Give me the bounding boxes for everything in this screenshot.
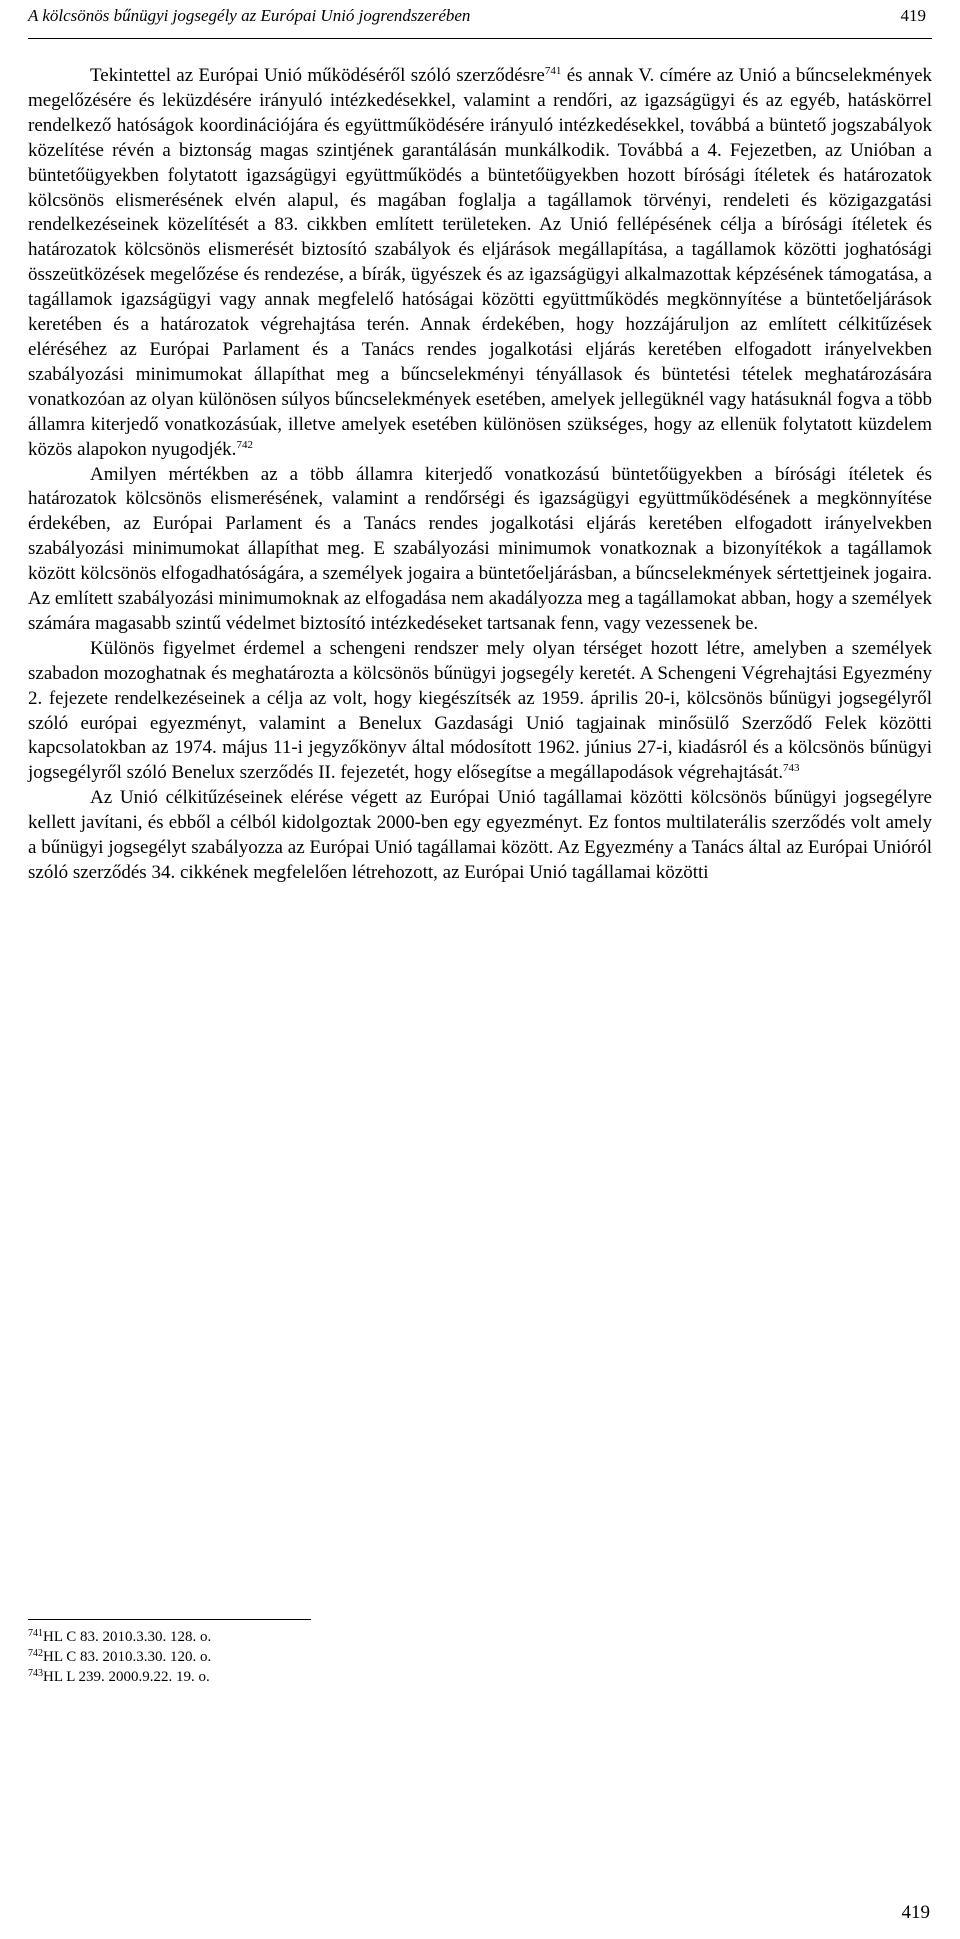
- footnote-number: 742: [28, 1648, 43, 1659]
- footnote-separator: [28, 1619, 311, 1620]
- body-text: [28, 64, 932, 886]
- paragraph-text: Különös figyelmet érdemel a schengeni rendszer mely olyan térséget hozott létre, amelyben a személyek szabadon mozoghatnak és meghatározta a kölcsönös bűnügyi jogsegély keretét. A Schengeni Végrehajtási Egyezmény 2. fejezete rendelkezéseinek a célja az volt, hogy kiegészítsék az 1959. április 20-i, kölcsönös bűnügyi jogsegélyről szóló európai egyezményt, valamint a Benelux Gazdasági Unió tagjainak minősülő Szerződő Felek közötti kapcsolatokban az 1974. május 11-i jegyzőkönyv által módosított 1962. június 27-i, kiadásról és a kölcsönös bűnügyi jogsegélyről szóló Benelux szerződés II. fejezetét, hogy elősegítse a megállapodások végrehajtását.: [28, 637, 932, 784]
- header-page-number: 419: [900, 6, 926, 25]
- footnote-742: [28, 1647, 211, 1667]
- footnote-text: HL C 83. 2010.3.30. 128. o.: [43, 1629, 212, 1645]
- paragraph-text: és annak V. címére az Unió a bűncselekmények megelőzésére és leküzdésére irányuló intézkedésekkel, valamint a rendőri, az igazságügyi és az egyéb, hatáskörrel rendelkező hatóságok koordinációjára és együttműködésére irányuló intézkedésekkel, továbbá a büntető jogszabályok közelítése révén a biztonság magas szintjének garantálásán munkálkodik. Továbbá a 4. Fejezetben, az Unióban a büntetőügyekben folytatott igazságügyi együttműködés a büntetőügyekben hozott bírósági ítéletek és határozatok kölcsönös elismerésének elvén alapul, és magában foglalja a tagállamok törvényi, rendeleti és közigazgatási rendelkezéseinek közelítését a 83. cikkben említett területeken. Az Unió fellépésének célja a bírósági ítéletek és határozatok kölcsönös elismerését biztosító szabályok és eljárások megállapítása, a tagállamok közötti joghatósági összeütközések megelőzése és rendezése, a bírák, ügyészek és az igazságügyi alkalmazottak képzésének támogatása, a tagállamok igazságügyi vagy annak megfelelő hatóságai közötti együttműködés megkönnyítése a büntetőeljárások keretében és a határozatok végrehajtása terén. Annak érdekében, hogy hozzájáruljon az említett célkitűzések eléréséhez az Európai Parlament és a Tanács rendes jogalkotási eljárás keretében elfogadott irányelvekben szabályozási minimumokat állapíthat meg a bűncselekményi tényállasok és büntetési tételek meghatározására vonatkozóan az olyan különösen súlyos bűncselekmények esetében, amelyek jellegüknél vagy hatásuknál fogva a több államra kiterjedő vonatkozásúak, illetve amelyek esetében különösen szükséges, hogy az ellenük folytatott küzdelem közös alapokon nyugodjék.: [28, 65, 933, 460]
- footnote-743: [28, 1667, 211, 1687]
- footnote-741: [28, 1627, 211, 1647]
- paragraph-3: [28, 637, 932, 786]
- page-number: 419: [901, 1902, 930, 1923]
- header-title: A kölcsönös bűnügyi jogsegély az Európai Unió jogrendszerében: [28, 6, 471, 25]
- footnote-text: HL L 239. 2000.9.22. 19. o.: [43, 1669, 210, 1685]
- paragraph-text: Amilyen mértékben az a több államra kiterjedő vonatkozású büntetőügyekben a bírósági ítéletek és határozatok kölcsönös elismerésének, valamint a rendőrségi és igazságügyi együttműködésének a megkönnyítése érdekében, az Európai Parlament és a Tanács rendes jogalkotási eljárás keretében elfogadott irányelvekben szabályozási minimumokat állapíthat meg. E szabályozási minimumok vonatkoznak a bizonyítékok a tagállamok között kölcsönös elfogadhatóságára, a személyek jogaira a büntetőeljárásban, a bűncselekmények sértettjeinek jogaira. Az említett szabályozási minimumoknak az elfogadása nem akadályozza meg a tagállamokat abban, hogy a személyek számára magasabb szintű védelmet biztosító intézkedéseket tartsanak fenn, vagy vezessenek be.: [28, 463, 932, 634]
- running-header: [28, 0, 932, 39]
- footnote-number: 743: [28, 1668, 43, 1679]
- paragraph-4: [28, 786, 932, 886]
- footnote-ref-741[interactable]: 741: [544, 65, 562, 77]
- footnote-ref-742[interactable]: 742: [236, 438, 253, 451]
- footnote-number: 741: [28, 1628, 43, 1639]
- paragraph-1: [28, 64, 932, 463]
- footnote-ref-743[interactable]: 743: [782, 762, 800, 775]
- footnotes: [28, 1627, 211, 1687]
- footnote-text: HL C 83. 2010.3.30. 120. o.: [43, 1649, 212, 1665]
- paragraph-text: Tekintettel az Európai Unió működéséről szóló szerződésre: [90, 65, 545, 86]
- paragraph-2: [28, 463, 932, 637]
- paragraph-text: Az Unió célkitűzéseinek elérése végett az Európai Unió tagállamai közötti kölcsönös bűnügyi jogsegélyre kellett javítani, és ebből a célból kidolgoztak 2000-ben egy egyezményt. Ez fontos multilaterális szerződés volt amely a bűnügyi jogsegélyt szabályozza az Európai Unió tagállamai között. Az Egyezmény a Tanács által az Európai Unióról szóló szerződés 34. cikkének megfelelően létrehozott, az Európai Unió tagállamai közötti: [28, 787, 932, 883]
